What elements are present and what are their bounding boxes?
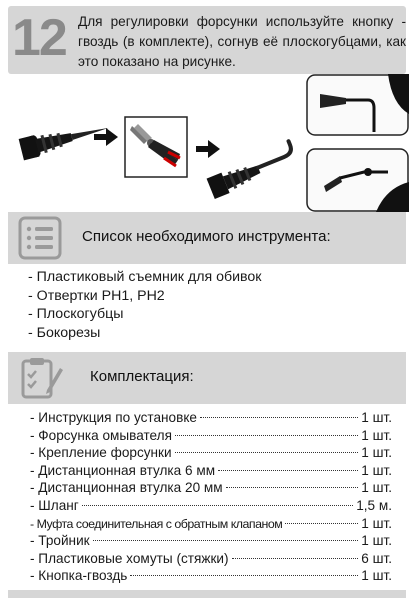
dot-leader (175, 452, 359, 453)
list-item (30, 515, 392, 533)
kit-item-name: - Форсунка омывателя (30, 427, 172, 443)
kit-item-name: - Тройник (30, 533, 90, 549)
list-item (30, 462, 392, 480)
footer-band (8, 590, 406, 598)
kit-item-qty: 1 шт. (361, 515, 392, 531)
list-item: - Пластиковый съемник для обивок (28, 269, 262, 285)
list-item (30, 444, 392, 462)
photo-pin-detail (306, 148, 409, 212)
list-item (30, 532, 392, 550)
kit-item-qty: 1 шт. (361, 462, 392, 478)
kit-item-name: - Шланг (30, 497, 79, 513)
kit-item-name: - Крепление форсунки (30, 445, 172, 461)
dot-leader (175, 435, 358, 436)
kit-item-qty: 1 шт. (361, 410, 392, 425)
kit-item-name: - Дистанционная втулка 6 мм (30, 462, 216, 478)
kit-item-qty: 6 шт. (361, 550, 392, 566)
kit-item-name: - Кнопка-гвоздь (30, 568, 128, 584)
dot-leader (93, 540, 359, 541)
kit-item-name: - Инструкция по установке (30, 410, 197, 425)
tools-section-title: Список необходимого инструмента: (82, 228, 331, 245)
dot-leader (82, 505, 353, 506)
dot-leader (285, 523, 358, 524)
list-item: - Плоскогубцы (28, 306, 124, 322)
list-item: - Бокорезы (28, 324, 101, 341)
dot-leader (226, 487, 359, 488)
list-item (30, 567, 392, 585)
dot-leader (218, 470, 358, 471)
list-item (30, 497, 392, 515)
list-item: - Отвертки PH1, PH2 (28, 287, 165, 304)
illustration (0, 74, 411, 214)
kit-item-name: - Дистанционная втулка 20 мм (30, 480, 223, 496)
kit-section-header (8, 352, 406, 404)
list-item (30, 409, 392, 427)
step-instruction: Для регулировки форсунки используйте кнопку - гвоздь (в комплекте), согнув её плоскогубцами, как это показано на рисунке. (78, 14, 406, 69)
kit-item-name: - Пластиковые хомуты (стяжки) (30, 550, 229, 566)
kit-item-qty: 1 шт. (361, 480, 392, 496)
photo-installed-pin (306, 74, 409, 136)
bent-pin-icon (200, 124, 310, 204)
list-item (30, 550, 392, 568)
dot-leader (200, 417, 358, 418)
clipboard-pencil-icon (16, 354, 64, 402)
kit-item-qty: 1,5 м. (356, 497, 392, 513)
pliers-icon (124, 116, 188, 178)
tools-list (28, 268, 262, 342)
kit-item-qty: 1 шт. (361, 445, 392, 461)
dot-leader (130, 575, 358, 576)
kit-section-title: Комплектация: (90, 368, 194, 385)
arrow-right-icon (92, 126, 120, 148)
kit-item-name: - Муфта соединительная с обратным клапаном (30, 516, 283, 531)
kit-item-qty: 1 шт. (361, 533, 392, 549)
kit-item-qty: 1 шт. (361, 427, 392, 443)
kit-list (30, 409, 392, 585)
list-item (30, 427, 392, 445)
dot-leader (232, 558, 359, 559)
list-item (30, 479, 392, 497)
kit-item-qty: 1 шт. (361, 568, 392, 584)
step-number: 12 (12, 9, 66, 67)
list-icon (16, 214, 64, 262)
